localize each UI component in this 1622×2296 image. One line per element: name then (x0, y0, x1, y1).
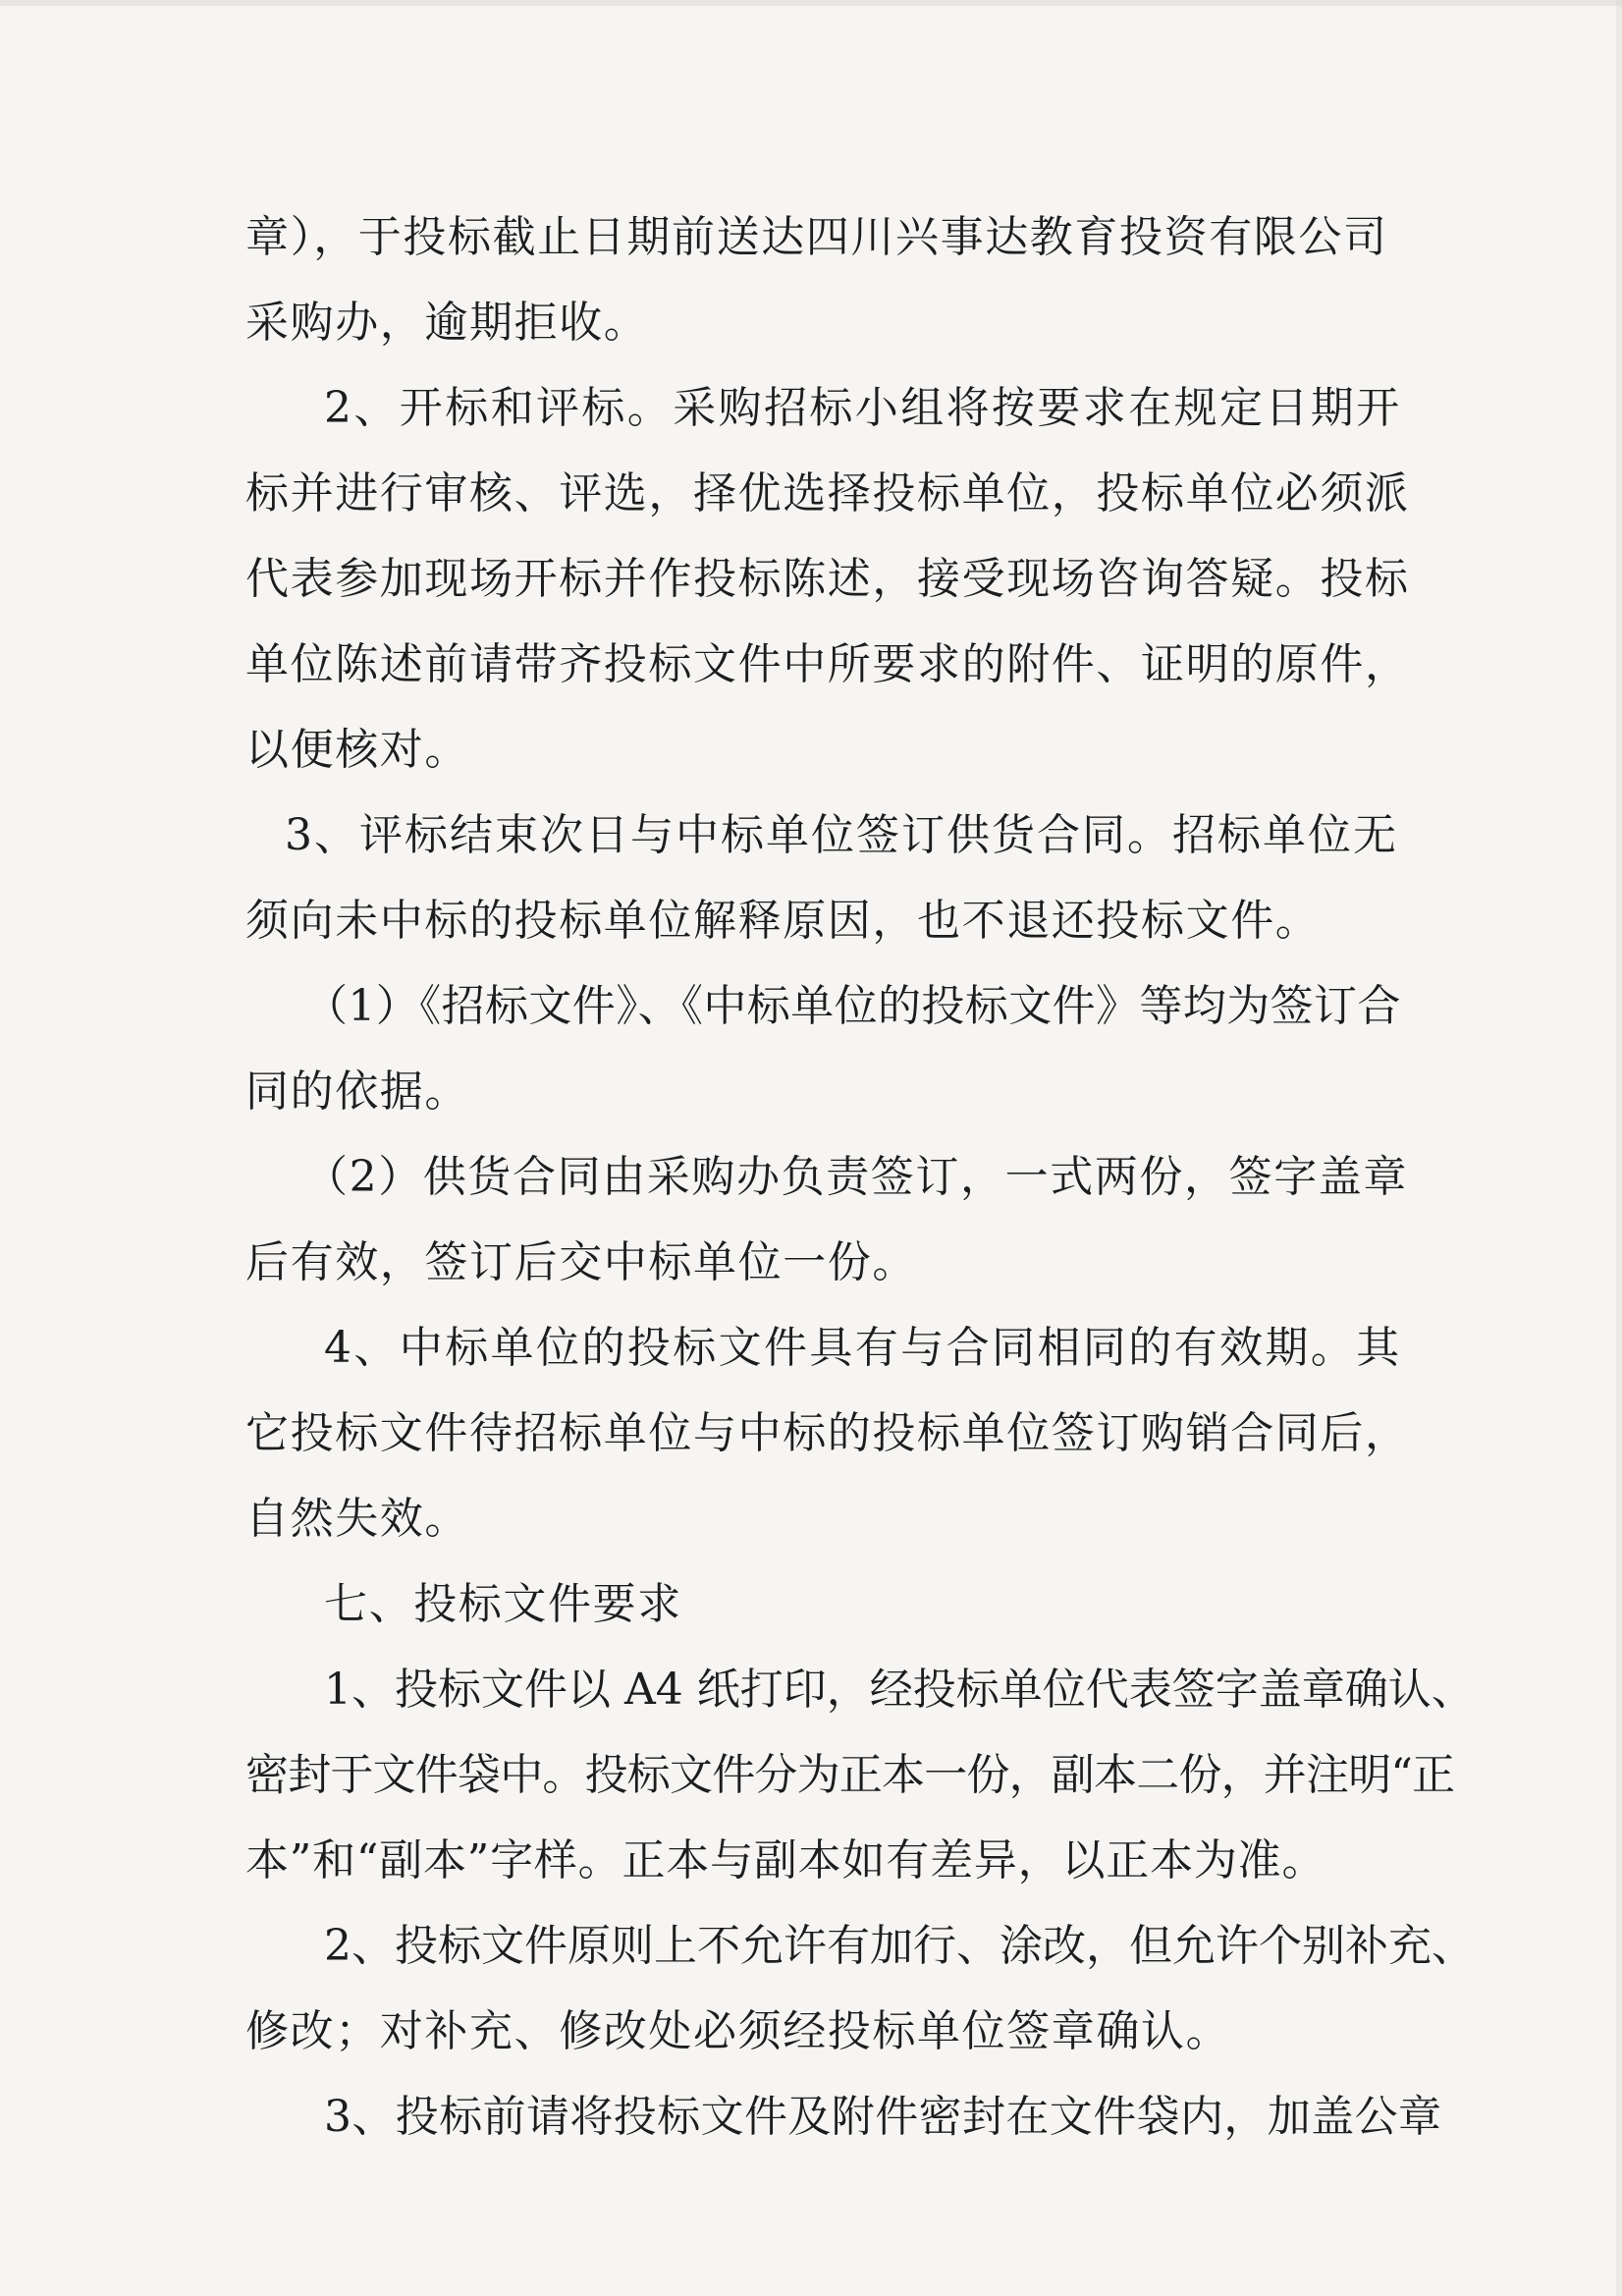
paragraph-line: 密封于文件袋中。投标文件分为正本一份，副本二份，并注明“正 (245, 1750, 1455, 1800)
paragraph-line: 2、投标文件原则上不允许有加行、涂改，但允许个别补充、 (324, 1921, 1475, 1971)
paragraph-line: 代表参加现场开标并作投标陈述，接受现场咨询答疑。投标 (245, 554, 1410, 604)
paragraph-line: 章），于投标截止日期前送达四川兴事达教育投资有限公司 (245, 212, 1388, 262)
paragraph-line: 修改；对补充、修改处必须经投标单位签章确认。 (245, 2006, 1231, 2056)
paragraph-line: 采购办，逾期拒收。 (245, 298, 649, 348)
paragraph-line: 标并进行审核、评选，择优选择投标单位，投标单位必须派 (245, 468, 1410, 519)
paragraph-line: 本”和“副本”字样。正本与副本如有差异，以正本为准。 (245, 1835, 1326, 1886)
paragraph-line: 以便核对。 (245, 725, 469, 775)
paragraph-line: 须向未中标的投标单位解释原因，也不退还投标文件。 (245, 896, 1321, 946)
paragraph-line: 2、开标和评标。采购招标小组将按要求在规定日期开 (324, 383, 1402, 433)
paragraph-line: 3、投标前请将投标文件及附件密封在文件袋内，加盖公章 (324, 2092, 1442, 2142)
paragraph-line: 同的依据。 (245, 1066, 469, 1117)
paragraph-line: 1、投标文件以 A4 纸打印，经投标单位代表签字盖章确认、 (324, 1665, 1475, 1715)
paragraph-line: 后有效，签订后交中标单位一份。 (245, 1237, 917, 1287)
scan-edge-shadow (0, 0, 1622, 6)
paragraph-line: 自然失效。 (245, 1494, 469, 1544)
paragraph-line: 单位陈述前请带齐投标文件中所要求的附件、证明的原件， (245, 639, 1410, 689)
paragraph-line: 它投标文件待招标单位与中标的投标单位签订购销合同后， (245, 1408, 1410, 1458)
paragraph-line: （1）《招标文件》、《中标单位的投标文件》等均为签订合 (304, 981, 1401, 1031)
paragraph-line: （2）供货合同由采购办负责签订，一式两份，签字盖章 (304, 1152, 1408, 1202)
section-heading: 七、投标文件要求 (324, 1579, 682, 1629)
paragraph-line: 4、中标单位的投标文件具有与合同相同的有效期。其 (324, 1323, 1402, 1373)
scan-edge-right (1616, 0, 1622, 2296)
paragraph-line: 3、评标结束次日与中标单位签订供货合同。招标单位无 (285, 810, 1398, 860)
